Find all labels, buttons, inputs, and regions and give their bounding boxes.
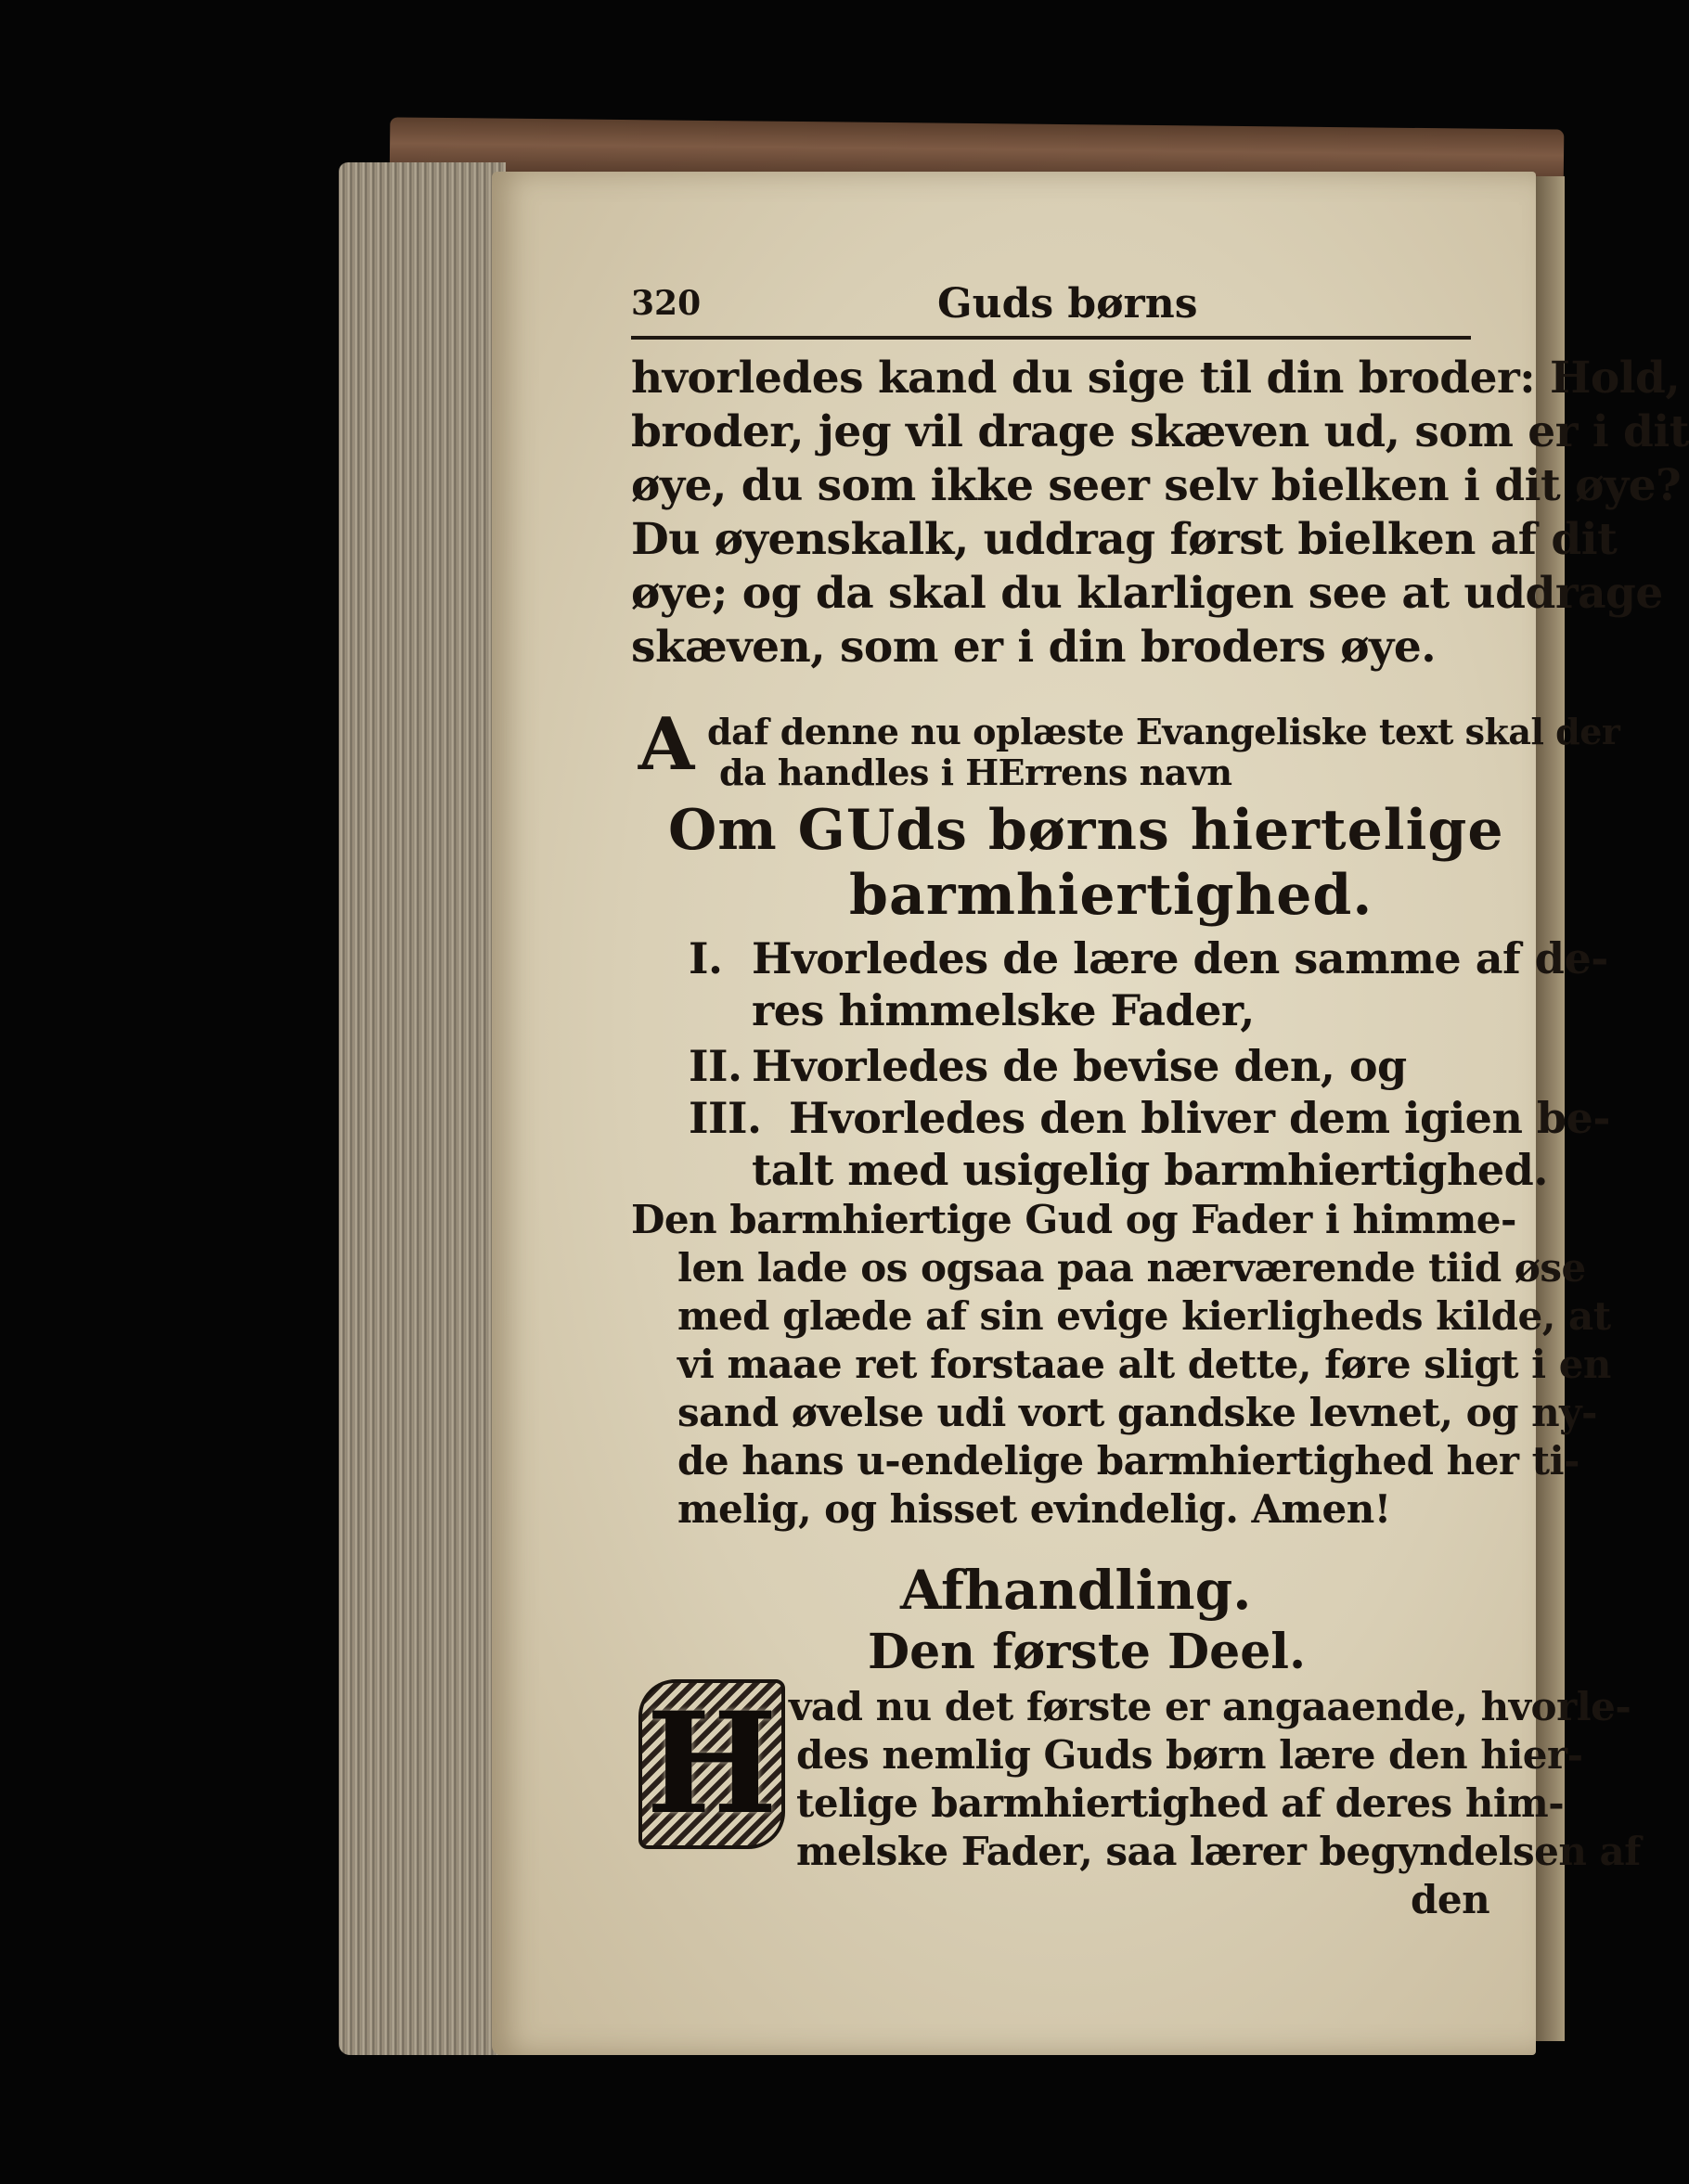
text-line: melske Fader, saa lærer begyndelsen af [796,1829,1641,1874]
text-line: hvorledes kand du sige til din broder: Hold, [631,353,1681,404]
text-line: skæven, som er i din broders øye. [631,622,1437,673]
page-number: 320 [631,284,702,323]
text-line: melig, og hisset evindelig. Amen! [677,1486,1391,1532]
text-line: vad nu det første er angaaende, hvorle- [789,1684,1631,1729]
text-line: Du øyenskalk, uddrag først bielken af dit [631,514,1618,565]
outline-numeral: II. [689,1041,742,1091]
prayer-paragraph [631,1197,1611,1549]
outline-item: Hvorledes de bevise den, og [752,1041,1407,1091]
section-paragraph [631,1684,1641,1934]
title-line: barmhiertighed. [849,863,1373,928]
main-title [631,798,1504,928]
text-line: len lade os ogsaa paa nærværende tiid øse [677,1245,1586,1291]
text-line: Den barmhiertige Gud og Fader i himme- [631,1197,1516,1242]
text-line: sand øvelse udi vort gandske levnet, og ny- [677,1390,1597,1435]
book-page-edges [339,162,506,2055]
text-line: med glæde af sin evige kierligheds kilde, at [677,1293,1611,1339]
text-line: vi maae ret forstaae alt dette, føre sligt i en [677,1342,1611,1387]
title-line: Om GUds børns hiertelige [668,798,1504,863]
catchword: den [1411,1877,1490,1922]
outline-list [631,928,1610,1195]
page-header [631,280,1471,340]
text-line: des nemlig Guds børn lære den hier- [796,1732,1583,1778]
text-line: de hans u-endelige barmhiertighed her ti- [677,1438,1579,1484]
drop-initial-a: A [638,702,695,787]
text-line: daf denne nu oplæste Evangeliske text skal der [707,711,1620,752]
outline-numeral: III. [689,1093,762,1143]
section-heading [631,1559,1471,1679]
text-line: telige barmhiertighed af deres him- [796,1780,1565,1826]
running-head: Guds børns [937,280,1198,328]
outline-item: Hvorledes de lære den samme af de- [752,933,1608,983]
intro-paragraph [631,702,1620,798]
opening-paragraph [631,353,1689,677]
text-line: da handles i HErrens navn [719,752,1232,793]
drop-initial-h: H [646,1682,778,1845]
outline-item: Hvorledes den bliver dem igien be- [789,1093,1610,1143]
outline-numeral: I. [689,933,723,983]
text-line: broder, jeg vil drage skæven ud, som er i dit [631,406,1689,457]
section-subtitle: Den første Deel. [868,1624,1307,1680]
outline-item: talt med usigelig barmhiertighed. [752,1145,1548,1195]
outline-item: res himmelske Fader, [752,985,1255,1035]
text-line: øye; og da skal du klarligen see at uddrage [631,568,1663,619]
text-line: øye, du som ikke seer selv bielken i dit øye? [631,460,1682,511]
section-title: Afhandling. [900,1559,1252,1622]
